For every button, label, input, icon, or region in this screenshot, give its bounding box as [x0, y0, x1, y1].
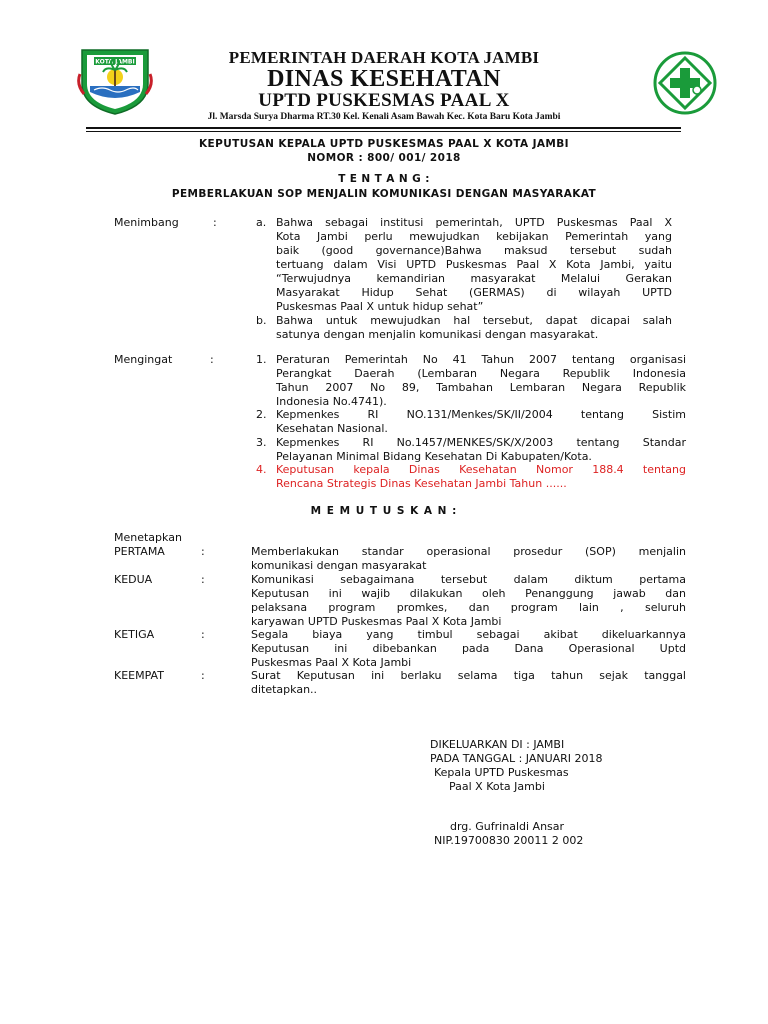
text-line: Tahun 2007 No 89, Tambahan Lembaran Negara Republik — [276, 381, 686, 394]
signatory-nip: NIP.19700830 20011 2 002 — [434, 834, 584, 847]
text-line: Perangkat Daerah (Lembaran Negara Republik Indonesia — [276, 367, 686, 380]
kedua-colon: : — [201, 573, 205, 586]
text-line: Komunikasi sebagaimana tersebut dalam diktum pertama — [251, 573, 686, 586]
letterhead-unit: UPTD PUSKESMAS PAAL X — [258, 90, 510, 111]
text-line: Indonesia No.4741). — [276, 395, 387, 408]
decree-number: NOMOR : 800/ 001/ 2018 — [307, 152, 461, 164]
mengingat-item-2 — [276, 408, 686, 436]
menimbang-item-b — [276, 314, 672, 342]
mengingat-item-1 — [276, 353, 686, 409]
text-line: Puskesmas Paal X untuk hidup sehat” — [276, 300, 484, 313]
menimbang-marker-a: a. — [256, 216, 267, 229]
menimbang-label: Menimbang — [114, 216, 179, 229]
text-line: Peraturan Pemerintah No 41 Tahun 2007 tentang organisasi — [276, 353, 686, 366]
signatory-position: Kepala UPTD Puskesmas — [434, 766, 569, 779]
text-line: satunya dengan menjalin komunikasi dengan masyarakat. — [276, 328, 599, 341]
ketiga-text — [251, 628, 686, 670]
kedua-text — [251, 573, 686, 629]
text-line: Keputusan ini dibebankan pada Dana Operasional Uptd — [251, 642, 686, 655]
letterhead-address: Jl. Marsda Surya Dharma RT.30 Kel. Kenali Asam Bawah Kec. Kota Baru Kota Jambi — [207, 112, 561, 122]
letterhead-government: PEMERINTAH DAERAH KOTA JAMBI — [228, 48, 540, 67]
text-line: karyawan UPTD Puskesmas Paal X Kota Jambi — [251, 615, 502, 628]
mengingat-marker-4: 4. — [256, 463, 267, 476]
text-line: Kepmenkes RI NO.131/Menkes/SK/II/2004 tentang Sistim — [276, 408, 686, 421]
menimbang-colon: : — [213, 216, 217, 229]
text-line: Kota Jambi perlu mewujudkan kebijakan Pemerintah yang — [276, 230, 672, 243]
mengingat-marker-2: 2. — [256, 408, 267, 421]
mengingat-label: Mengingat — [114, 353, 173, 366]
text-line: Puskesmas Paal X Kota Jambi — [251, 656, 412, 669]
mengingat-item-4 — [276, 463, 686, 491]
pertama-text — [251, 545, 686, 573]
text-line: Surat Keputusan ini berlaku selama tiga tahun sejak tanggal — [251, 669, 686, 682]
memutuskan-heading: M E M U T U S K A N : — [310, 505, 458, 517]
menimbang-item-a — [276, 216, 672, 314]
tentang-heading: T E N T A N G : — [338, 173, 430, 185]
pertama-label: PERTAMA — [114, 545, 165, 558]
text-line: Masyarakat Hidup Sehat (GERMAS) di wilayah UPTD — [276, 286, 672, 299]
mengingat-colon: : — [210, 353, 214, 366]
text-line: Kepmenkes RI No.1457/MENKES/SK/X/2003 tentang Standar — [276, 436, 686, 449]
text-line: Bahwa sebagai institusi pemerintah, UPTD Puskesmas Paal X — [276, 216, 672, 229]
mengingat-marker-1: 1. — [256, 353, 267, 366]
mengingat-marker-3: 3. — [256, 436, 267, 449]
text-line: “Terwujudnya kemandirian masyarakat Melalui Gerakan — [276, 272, 672, 285]
keempat-colon: : — [201, 669, 205, 682]
ketiga-colon: : — [201, 628, 205, 641]
puskesmas-cross-icon — [652, 50, 718, 116]
kedua-label: KEDUA — [114, 573, 153, 586]
text-line: baik (good governance)Bahwa maksud tersebut sudah — [276, 244, 672, 257]
keempat-text — [251, 669, 686, 697]
text-line: Memberlakukan standar operasional prosedur (SOP) menjalin — [251, 545, 686, 558]
issued-date: PADA TANGGAL : JANUARI 2018 — [430, 752, 603, 765]
letterhead-rule — [86, 127, 681, 129]
text-line: pelaksana program promkes, dan program lain , seluruh — [251, 601, 686, 614]
text-line: komunikasi dengan masyarakat — [251, 559, 427, 572]
text-line: ditetapkan.. — [251, 683, 318, 696]
ketiga-label: KETIGA — [114, 628, 155, 641]
mengingat-item-3 — [276, 436, 686, 464]
letterhead-agency: DINAS KESEHATAN — [267, 66, 501, 92]
decree-subject: PEMBERLAKUAN SOP MENJALIN KOMUNIKASI DENGAN MASYARAKAT — [171, 188, 597, 200]
text-line: Rencana Strategis Dinas Kesehatan Jambi Tahun ...... — [276, 477, 567, 490]
svg-text:KOTA JAMBI: KOTA JAMBI — [95, 58, 135, 66]
signatory-office: Paal X Kota Jambi — [449, 780, 545, 793]
text-line: Pelayanan Minimal Bidang Kesehatan Di Kabupaten/Kota. — [276, 450, 592, 463]
issued-at: DIKELUARKAN DI : JAMBI — [430, 738, 565, 751]
menetapkan-label: Menetapkan — [114, 531, 182, 544]
text-line: Keputusan kepala Dinas Kesehatan Nomor 188.4 tentang — [276, 463, 686, 476]
text-line: Segala biaya yang timbul sebagai akibat dikeluarkannya — [251, 628, 686, 641]
text-line: Keputusan ini wajib dilakukan oleh Penanggung jawab dan — [251, 587, 686, 600]
keempat-label: KEEMPAT — [114, 669, 164, 682]
pertama-colon: : — [201, 545, 205, 558]
signatory-name: drg. Gufrinaldi Ansar — [450, 820, 565, 833]
text-line: Kesehatan Nasional. — [276, 422, 388, 435]
decree-title: KEPUTUSAN KEPALA UPTD PUSKESMAS PAAL X KOTA JAMBI — [199, 138, 569, 150]
letterhead-rule-thin — [86, 131, 681, 132]
text-line: tertuang dalam Visi UPTD Puskesmas Paal X Kota Jambi, yaitu — [276, 258, 672, 271]
text-line: Bahwa untuk mewujudkan hal tersebut, dapat dicapai salah — [276, 314, 672, 327]
menimbang-marker-b: b. — [256, 314, 267, 327]
